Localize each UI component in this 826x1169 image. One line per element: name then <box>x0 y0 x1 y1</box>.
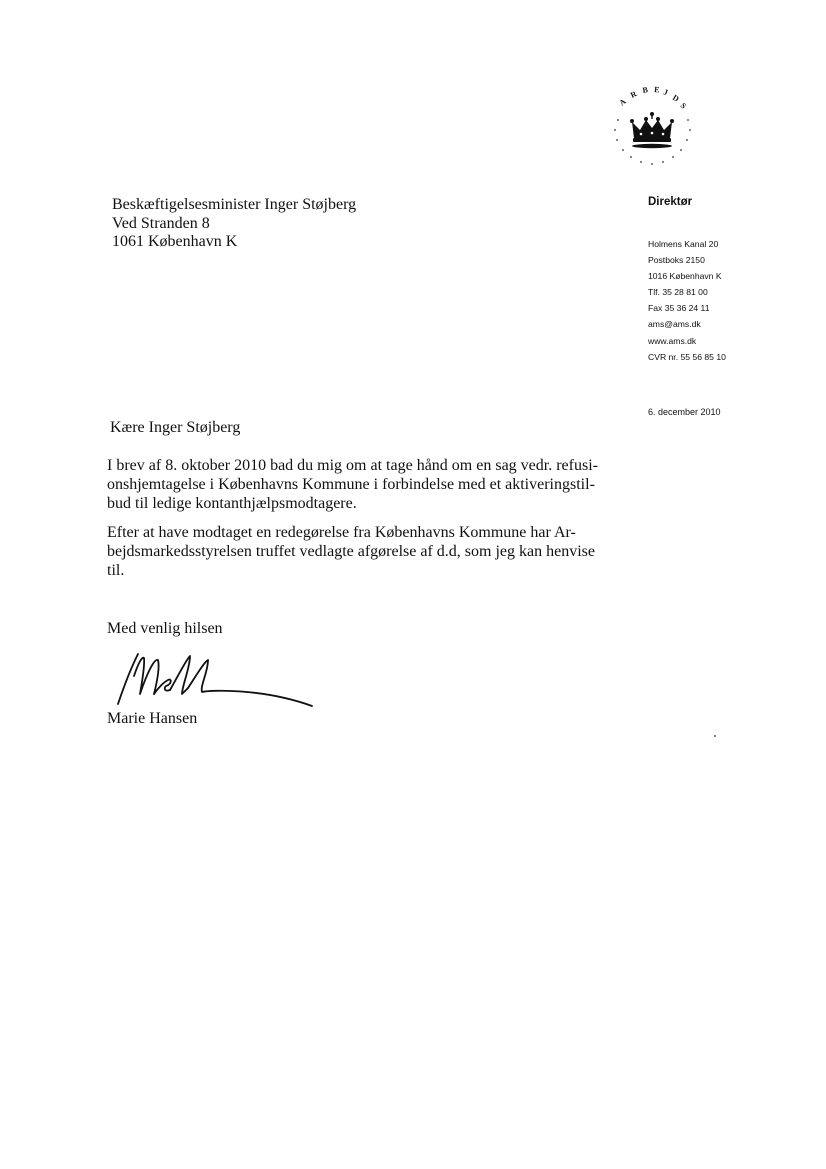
contact-line: Fax 35 36 24 11 <box>648 303 710 314</box>
salutation: Kære Inger Støjberg <box>110 419 241 436</box>
sender-title: Direktør <box>648 196 693 208</box>
paragraph-2 <box>107 524 607 580</box>
crown-seal-icon <box>606 80 702 172</box>
letter-date: 6. december 2010 <box>648 407 721 417</box>
paragraph-1 <box>107 457 607 513</box>
svg-text:J: J <box>662 87 669 98</box>
recipient-line: Ved Stranden 8 <box>112 214 210 232</box>
closing: Med venlig hilsen <box>107 620 223 637</box>
sender-sidebar <box>648 196 818 417</box>
paragraph-line: til. <box>107 561 125 579</box>
svg-text:A: A <box>617 96 628 108</box>
svg-text:S: S <box>678 101 689 111</box>
paragraph-line: I brev af 8. oktober 2010 bad du mig om at tage hånd om en sag vedr. refusi- <box>107 457 598 474</box>
scan-speck <box>714 735 716 737</box>
contact-line: ams@ams.dk <box>648 319 701 330</box>
recipient-line: Beskæftigelsesminister Inger Støjberg <box>112 196 357 213</box>
contact-line: Holmens Kanal 20 <box>648 239 719 249</box>
paragraph-line: Efter at have modtaget en redegørelse fra Københavns Kommune har Ar- <box>107 524 576 541</box>
paragraph-line: bud til ledige kontanthjælpsmodtagere. <box>107 494 357 512</box>
svg-text:D: D <box>671 92 681 104</box>
recipient-address <box>112 196 356 252</box>
paragraph-line: bejdsmarkedsstyrelsen truffet vedlagte afgørelse af d.d, som jeg kan henvise <box>107 542 595 560</box>
recipient-line: 1061 København K <box>112 233 238 250</box>
sender-contact <box>648 236 818 365</box>
svg-text:B: B <box>641 85 649 95</box>
paragraph-line: onshjemtagelse i Københavns Kommune i forbindelse med et aktiveringstil- <box>107 475 595 493</box>
svg-text:E: E <box>653 85 660 95</box>
contact-line: 1016 København K <box>648 271 722 282</box>
contact-line: CVR nr. 55 56 85 10 <box>648 351 726 362</box>
svg-text:R: R <box>629 89 639 100</box>
contact-line: www.ams.dk <box>648 335 697 346</box>
signer-name: Marie Hansen <box>107 710 198 727</box>
contact-line: Postboks 2150 <box>648 255 705 266</box>
signature-image <box>112 646 324 712</box>
contact-line: Tlf. 35 28 81 00 <box>648 287 708 298</box>
